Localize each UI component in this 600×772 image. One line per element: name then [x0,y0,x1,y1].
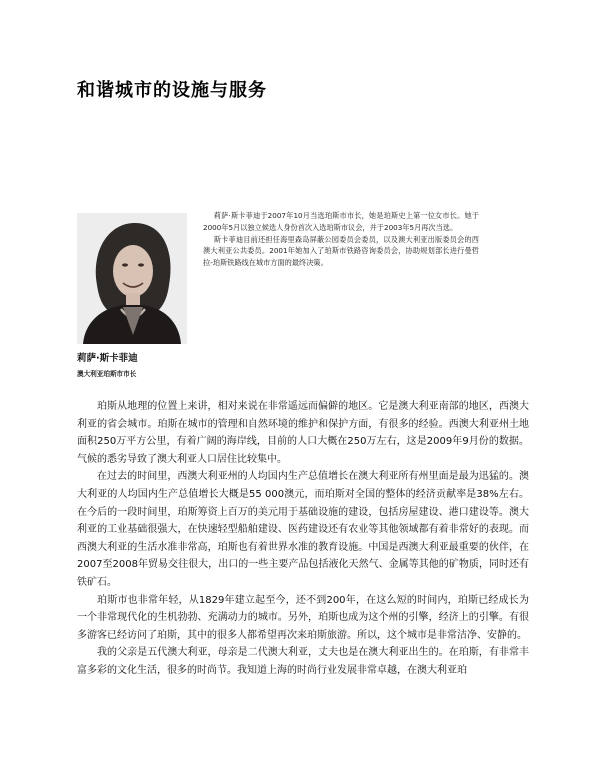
profile-name: 莉萨·斯卡菲迪 [77,353,138,364]
profile-role: 澳大利亚珀斯市市长 [77,370,137,378]
body-paragraph: 珀斯从地理的位置上来讲，相对来说在非常遥远而偏僻的地区。它是澳大利亚南部的地区，西澳大利亚的省会城市。珀斯在城市的管理和自然环境的维护和保护方面，有很多的经验。西澳大利亚州土地面积250万平方公里，有着广阔的海岸线，目前的人口大概在250万左右，这是2009年9月份的数据。气候的悉劣导致了澳大利亚人口居住比较集中。 [77,401,529,465]
page-title: 和谐城市的设施与服务 [77,80,267,101]
body-paragraph: 我的父亲是五代澳大利亚，母亲是二代澳大利亚，丈夫也是在澳大利亚出生的。在珀斯，有非常丰富多彩的文化生活，很多的时尚节。我知道上海的时尚行业发展非常卓越，在澳大利亚珀 [77,647,529,676]
bio-paragraph: 莉萨·斯卡菲迪于2007年10月当选珀斯市市长，她是珀斯史上第一位女市长。她于2000年5月以独立候选人身份首次入选珀斯市议会，并于2003年5月再次当选。 [203,211,479,232]
portrait-illustration [77,213,187,344]
bio-paragraph: 斯卡菲迪目前还担任海里森岛屏蔽公园委员会委员，以及澳大利亚出版委员会的西澳大利亚公共委员。2001年她加入了珀斯市铁路咨询委员会，协助规划部长进行曼哲拉-珀斯铁路线在城市方面的最终决策。 [203,234,479,268]
body-paragraph: 珀斯市也非常年轻，从1829年建立起至今，还不到200年，在这么短的时间内，珀斯已经成长为一个非常现代化的生机勃勃、充满动力的城市。另外，珀斯也成为这个州的引擎，经济上的引擎。有很多游客已经访问了珀斯，其中的很多人都希望再次来珀斯旅游。所以，这个城市是非常洁净、安静的。 [77,594,529,641]
profile-bio [203,210,479,269]
portrait-photo [77,213,187,344]
article-body [77,398,529,680]
body-paragraph: 在过去的时间里，西澳大利亚州的人均国内生产总值增长在澳大利亚所有州里面是最为迅猛的。澳大利亚的人均国内生产总值增长大概是55 000澳元，而珀斯对全国的整体的经济贡献率是38%左右。在今后的一段时间里，珀斯筹资上百万的美元用于基础设施的建设，包括房屋建设、港口建设等。澳大利亚的工业基础很强大，在快速轻型船舶建设、医药建设还有农业等其他领域都有着非常好的表现。而西澳大利亚的生活水准非常高，珀斯也有着世界水准的教育设施。中国是西澳大利亚最重要的伙伴，在2007至2008年贸易交往很大，出口的一些主要产品包括液化天然气、金属等其他的矿物质，同时还有铁矿石。 [77,471,529,588]
